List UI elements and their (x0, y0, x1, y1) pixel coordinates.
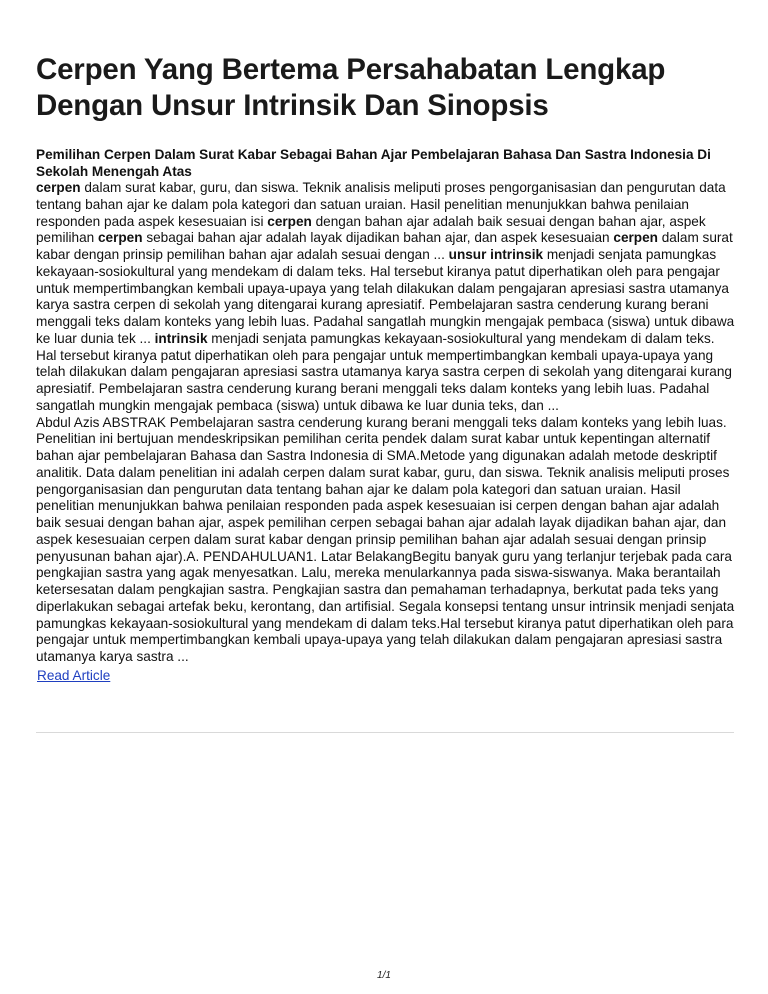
keyword-highlight: cerpen (97, 230, 143, 246)
keyword-highlight: cerpen (613, 230, 658, 246)
keyword-highlight: cerpen (36, 180, 81, 195)
read-article-link[interactable]: Read Article (37, 667, 111, 683)
page-title: Cerpen Yang Bertema Persahabatan Lengkap Dengan Unsur Intrinsik Dan Sinopsis (36, 53, 666, 122)
result-abstract: Abdul Azis ABSTRAK Pembelajaran sastra cenderung kurang berani menggali teks dalam konteks yang lebih luas. Penelitian ini bertujuan mendeskripsikan pemilihan cerita pendek dalam surat kabar untuk kepentingan alternatif bahan ajar pembelajaran Bahasa dan Sastra Indonesia di SMA.Metode yang digunakan adalah metode deskriptif analitik. Data dalam penelitian ini adalah cerpen dalam surat kabar, guru, dan siswa. Teknik analisis meliputi proses pengorganisasian dan pengurutan data tentang bahan ajar ke dalam pola kategori dan satuan uraian. Hasil penelitian menunjukkan bahwa penilaian responden pada aspek kesesuaian isi cerpen dengan bahan ajar adalah baik sesuai dengan bahan ajar, aspek pemilihan cerpen sebagai bahan ajar adalah layak dijadikan bahan ajar, dan aspek kesesuaian cerpen dalam surat kabar dengan prinsip pemilihan bahan ajar adalah sesuai dengan prinsip penyusunan bahan ajar).A. PENDAHULUAN1. Latar BelakangBegitu banyak guru yang terlanjur terjebak pada cara pengkajian sastra yang agak menyesatkan. Lalu, mereka menularkannya pada siswa-siswanya. Maka berantailah ketersesatan dalam pengkajian sastra. Pengkajian sastra dan pemahaman terhadapnya, berkutat pada teks yang diperlakukan sebagai artefak beku, kerontang, dan artifisial. Segala konsepsi tentang unsur intrinsik menjadi senjata pamungkas kekayaan-sosiokultural yang mendekam di dalam teks.Hal tersebut kiranya patut diperhatikan oleh para pengajar untuk mempertimbangkan kembali upaya-upaya yang telah dilakukan dalam pengajaran apresiasi sastra utamanya karya sastra ... (36, 414, 735, 664)
search-result (36, 146, 736, 685)
keyword-highlight: intrinsik (154, 330, 208, 346)
result-snippet (36, 180, 736, 415)
read-article-row (36, 667, 736, 685)
snippet-text: dalam surat kabar, guru, dan siswa. Teknik analisis meliputi proses pengorganisasian dan pengurutan data tentang bahan ajar ke dalam pola kategori dan satuan uraian. Hasil penelitian menunjukkan bahwa penilaian responden pada aspek kesesuaian isi (36, 180, 726, 229)
snippet-text: menjadi senjata pamungkas kekayaan-sosiokultural yang mendekam di dalam teks. Hal tersebut kiranya patut diperhatikan oleh para pengajar untuk mempertimbangkan kembali upaya-upaya yang telah dilakukan dalam pengajaran apresiasi sastra utamanya karya sastra cerpen di sekolah yang ditengarai kurang apresiatif. Pembelajaran sastra cenderung kurang berani menggali teks dalam konteks yang lebih luas. Padahal sangatlah mungkin mengajak pembaca (siswa) untuk dibawa ke luar dunia tek ... (36, 247, 735, 346)
snippet-text: dalam surat kabar dengan prinsip pemilihan bahan ajar adalah sesuai dengan ... (36, 230, 733, 262)
snippet-text: sebagai bahan ajar adalah layak dijadikan bahan ajar, dan aspek kesesuaian (142, 230, 614, 246)
snippet-text: menjadi senjata pamungkas kekayaan-sosiokultural yang mendekam di dalam teks. Hal tersebut kiranya patut diperhatikan oleh para pengajar untuk mempertimbangkan kembali upaya-upaya yang telah dilakukan dalam pengajaran apresiasi sastra utamanya karya sastra cerpen di sekolah yang ditengarai kurang apresiatif. Pembelajaran sastra cenderung kurang berani menggali teks dalam konteks yang lebih luas. Padahal sangatlah mungkin mengajak pembaca (siswa) untuk dibawa ke luar dunia teks, dan ... (36, 330, 732, 413)
result-heading: Pemilihan Cerpen Dalam Surat Kabar Sebagai Bahan Ajar Pembelajaran Bahasa Dan Sastra Indonesia Di Sekolah Menengah Atas (36, 147, 711, 179)
keyword-highlight: cerpen (267, 213, 312, 229)
document-page (36, 0, 736, 685)
page-indicator: 1/1 (377, 970, 391, 981)
section-divider (36, 732, 734, 733)
keyword-highlight: unsur intrinsik (448, 247, 544, 262)
snippet-text: dengan bahan ajar adalah baik sesuai dengan bahan ajar, aspek pemilihan (36, 213, 706, 246)
